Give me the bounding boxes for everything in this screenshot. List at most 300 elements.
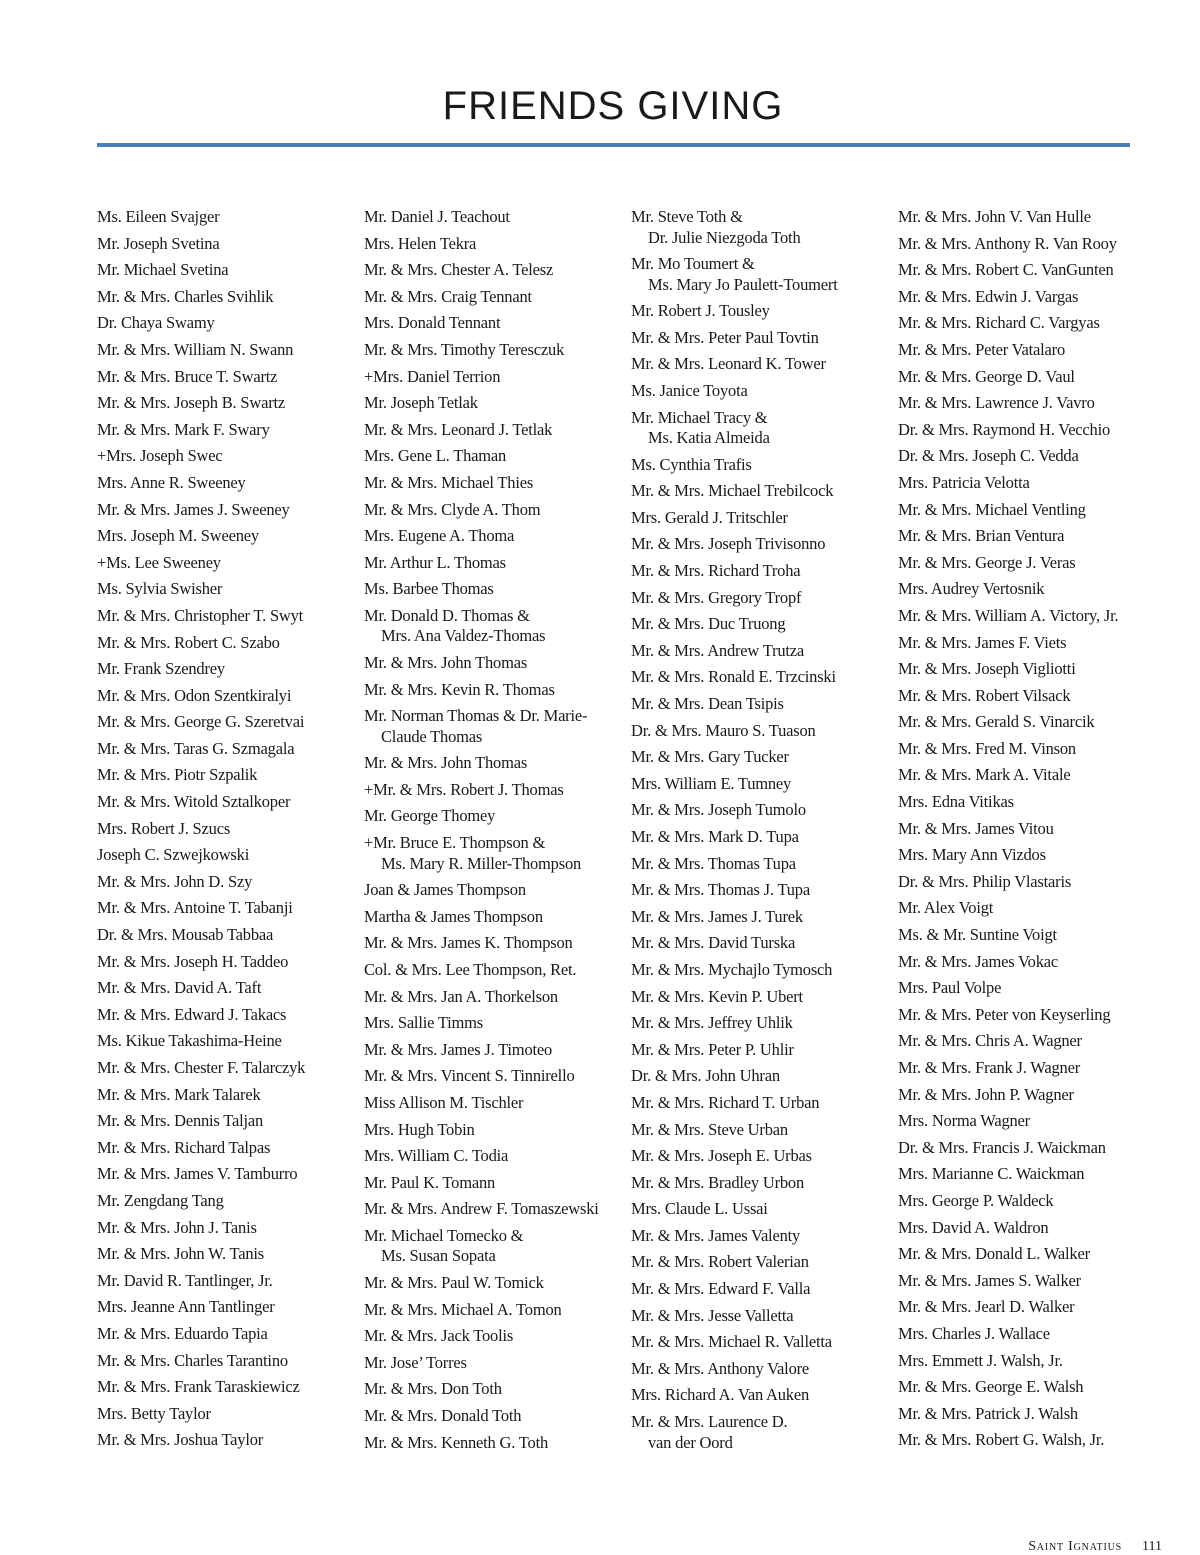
donor-name-line: Mr. & Mrs. Brian Ventura [898,526,1065,546]
donor-name [97,1191,359,1212]
donor-name-line: Mr. & Mrs. Kevin R. Thomas [364,679,555,699]
donor-name [631,1279,893,1300]
donor-name [97,1111,359,1132]
donor-name [898,1351,1160,1372]
donor-name [364,880,626,901]
donor-name [898,1164,1160,1185]
donor-name-line: +Mrs. Joseph Swec [97,446,223,466]
donor-name [898,1271,1160,1292]
donor-name-line: Mr. & Mrs. Chester A. Telesz [364,260,554,280]
donor-name [631,301,893,322]
donor-column-1 [97,207,359,1457]
donor-name-line: Mr. & Mrs. Thomas Tupa [631,853,796,873]
title-divider [97,143,1130,147]
donor-name-line: Col. & Mrs. Lee Thompson, Ret. [364,959,577,979]
donor-name-line: Mr. & Mrs. Laurence D. [631,1412,788,1432]
donor-name [631,534,893,555]
donor-name [898,978,1160,999]
donor-name-line: Mr. & Mrs. Odon Szentkiralyi [97,685,292,705]
donor-name [898,340,1160,361]
donor-name-line: Mr. & Mrs. David Turska [631,933,796,953]
donor-name [631,561,893,582]
donor-name-line: Dr. & Mrs. Francis J. Waickman [898,1137,1106,1157]
donor-name [898,1404,1160,1425]
donor-name-line: Mr. Daniel J. Teachout [364,207,510,226]
donor-name [364,806,626,827]
donor-name-line: Mrs. Claude L. Ussai [631,1199,768,1219]
donor-name [364,287,626,308]
donor-name [898,765,1160,786]
donor-name-line: Mr. & Mrs. Jearl D. Walker [898,1297,1075,1317]
donor-name-line: Mr. & Mrs. Witold Sztalkoper [97,792,291,812]
donor-name [97,313,359,334]
donor-name [631,1332,893,1353]
donor-name-line: Mr. & Mrs. Leonard K. Tower [631,354,826,374]
donor-name [898,633,1160,654]
donor-name [97,1271,359,1292]
donor-name [364,1066,626,1087]
donor-name [631,1120,893,1141]
donor-name-line: Mr. Steve Toth & [631,207,743,226]
donor-name [631,328,893,349]
donor-name-line: Mr. Michael Tracy & [631,407,768,427]
donor-name-line: Mr. & Mrs. Joseph Trivisonno [631,534,826,554]
donor-name [364,680,626,701]
donor-name-continuation: Claude Thomas [381,726,483,746]
donor-name [364,1120,626,1141]
donor-name [898,367,1160,388]
donor-name-line: Dr. & Mrs. Joseph C. Vedda [898,446,1079,466]
donor-name-line: Mr. & Mrs. Richard T. Urban [631,1092,820,1112]
donor-name-continuation: van der Oord [648,1432,733,1452]
donor-name [898,1324,1160,1345]
donor-name-line: Ms. Kikue Takashima-Heine [97,1031,282,1051]
donor-name [97,1297,359,1318]
donor-name-line: +Ms. Lee Sweeney [97,552,221,572]
donor-name-line: Mr. & Mrs. Fred M. Vinson [898,738,1076,758]
donor-name-line: Mr. & Mrs. Michael Thies [364,472,534,492]
donor-name [898,393,1160,414]
donor-name [631,667,893,688]
donor-name-line: Mr. & Mrs. Jeffrey Uhlik [631,1013,793,1033]
donor-name [631,1385,893,1406]
donor-name [898,1085,1160,1106]
donor-name-line: Mrs. Eugene A. Thoma [364,526,515,546]
donor-name-line: Mr. & Mrs. Thomas J. Tupa [631,880,810,900]
donor-name-line: Ms. Sylvia Swisher [97,579,223,599]
donor-name-line: Mrs. William E. Tumney [631,773,792,793]
donor-name [898,234,1160,255]
donor-name [631,827,893,848]
donor-name-line: Mr. & Mrs. Jan A. Thorkelson [364,986,558,1006]
donor-name-line: Mr. & Mrs. Edward J. Takacs [97,1004,287,1024]
donor-name-line: Mrs. Norma Wagner [898,1111,1030,1131]
donor-name-line: Mrs. Gene L. Thaman [364,446,507,466]
donor-name [364,446,626,467]
donor-name-line: Mr. & Mrs. Craig Tennant [364,286,532,306]
donor-name [898,819,1160,840]
donor-name-line: Ms. Janice Toyota [631,380,748,400]
donor-name [364,526,626,547]
donor-name-line: Mr. & Mrs. Richard C. Vargyas [898,313,1100,333]
donor-name [364,1273,626,1294]
donor-name [631,1252,893,1273]
donor-name-line: Mr. & Mrs. John Thomas [364,753,528,773]
donor-name-line: Mrs. Audrey Vertosnik [898,579,1045,599]
donor-name-line: Mrs. Patricia Velotta [898,472,1030,492]
donor-name-line: Mr. & Mrs. Anthony R. Van Rooy [898,233,1117,253]
donor-name [97,1430,359,1451]
donor-name [898,712,1160,733]
donor-name-line: Mr. & Mrs. Chris A. Wagner [898,1031,1082,1051]
donor-name-line: Mrs. David A. Waldron [898,1217,1049,1237]
donor-name [898,1377,1160,1398]
donor-name [898,1244,1160,1265]
donor-name-line: Mr. & Mrs. John W. Tanis [97,1244,265,1264]
donor-name [364,340,626,361]
donor-name-line: Mr. & Mrs. John P. Wagner [898,1084,1074,1104]
donor-name-line: Dr. & Mrs. Mousab Tabbaa [97,925,274,945]
donor-column-2 [364,207,626,1459]
donor-name [898,1111,1160,1132]
donor-name-line: Mr. Zengdang Tang [97,1190,224,1210]
donor-name-line: Mr. & Mrs. Frank J. Wagner [898,1058,1080,1077]
donor-name-line: Mr. & Mrs. Piotr Szpalik [97,765,258,785]
donor-name-line: Mrs. William C. Todia [364,1146,509,1166]
donor-name [97,1138,359,1159]
donor-name [631,721,893,742]
donor-name [364,420,626,441]
donor-name [97,553,359,574]
donor-name [364,1093,626,1114]
donor-name [364,1146,626,1167]
donor-name [97,765,359,786]
donor-name-line: Miss Allison M. Tischler [364,1092,524,1112]
donor-name [364,1379,626,1400]
donor-name-line: Ms. Barbee Thomas [364,579,494,599]
donor-name [97,792,359,813]
footer-publication: Saint Ignatius [1028,1539,1123,1554]
donor-name-line: Mrs. Edna Vitikas [898,792,1014,812]
donor-name [631,694,893,715]
donor-name [898,473,1160,494]
donor-name-line: Mr. & Mrs. John Thomas [364,653,528,672]
donor-name [898,446,1160,467]
donor-name [97,526,359,547]
donor-name [364,553,626,574]
donor-name [631,1199,893,1220]
donor-name [631,614,893,635]
donor-name-line: Mr. & Mrs. Robert Vilsack [898,685,1071,705]
donor-name-line: Mr. & Mrs. James J. Sweeney [97,499,290,519]
donor-name-line: Mr. & Mrs. George E. Walsh [898,1377,1084,1397]
donor-name [97,1377,359,1398]
donor-name [631,354,893,375]
donor-name [898,526,1160,547]
donor-name [97,898,359,919]
donor-name-line: Mr. & Mrs. Michael Trebilcock [631,481,834,501]
donor-name [898,1031,1160,1052]
donor-name-line: Mr. & Mrs. Anthony Valore [631,1358,810,1378]
donor-name [364,260,626,281]
donor-name-line: Mr. Michael Svetina [97,260,229,280]
donor-name [631,854,893,875]
donor-name-line: Mrs. Helen Tekra [364,233,477,253]
donor-name [631,774,893,795]
donor-name-line: Mr. & Mrs. Robert Valerian [631,1252,809,1272]
donor-name [898,1218,1160,1239]
donor-name [97,1164,359,1185]
donor-name-line: +Mr. Bruce E. Thompson & [364,833,546,853]
donor-name-line: Mr. & Mrs. Peter Paul Tovtin [631,327,819,347]
donor-name-line: +Mr. & Mrs. Robert J. Thomas [364,779,564,799]
donor-name [97,606,359,627]
donor-name [97,393,359,414]
donor-name-line: Mrs. Hugh Tobin [364,1119,475,1139]
donor-name [364,606,626,647]
donor-name-line: Mr. & Mrs. Kenneth G. Toth [364,1432,549,1452]
donor-name-line: Mr. & Mrs. Joseph B. Swartz [97,393,286,413]
donor-name-line: Mr. & Mrs. Joseph H. Taddeo [97,951,289,971]
donor-name [364,207,626,228]
donor-name-line: Mr. & Mrs. Joshua Taylor [97,1430,264,1450]
donor-name-line: Mr. & Mrs. Gerald S. Vinarcik [898,712,1095,732]
donor-name [97,686,359,707]
donor-name-line: Dr. & Mrs. Philip Vlastaris [898,871,1072,891]
donor-name [97,287,359,308]
donor-name [364,1199,626,1220]
donor-name-line: Mr. Norman Thomas & Dr. Marie- [364,706,588,726]
donor-name-line: Mr. & Mrs. Michael Ventling [898,499,1086,519]
donor-name [97,579,359,600]
donor-name [631,408,893,449]
donor-name-line: Mr. & Mrs. Charles Svihlik [97,286,274,306]
donor-name [631,1359,893,1380]
donor-name-line: Mr. & Mrs. Steve Urban [631,1119,788,1139]
donor-name-line: Mr. & Mrs. Mark D. Tupa [631,826,799,846]
donor-name [631,455,893,476]
donor-name [97,1031,359,1052]
donor-name [364,367,626,388]
donor-name [898,739,1160,760]
donor-name [631,508,893,529]
donor-name [97,819,359,840]
donor-name-line: Mrs. Joseph M. Sweeney [97,526,259,546]
donor-name [631,800,893,821]
donor-name-line: Mr. & Mrs. Chester F. Talarczyk [97,1058,306,1077]
donor-name-line: Mrs. Betty Taylor [97,1403,211,1423]
donor-name-line: +Mrs. Daniel Terrion [364,366,501,386]
donor-name [364,579,626,600]
page-number: 111 [1142,1539,1162,1554]
donor-name-line: Mr. & Mrs. Joseph Tumolo [631,800,806,820]
donor-name-line: Mrs. Paul Volpe [898,978,1002,998]
donor-name [898,287,1160,308]
donor-name [898,1058,1160,1079]
donor-name [898,606,1160,627]
donor-name-line: Mr. & Mrs. Timothy Teresczuk [364,339,565,359]
donor-name [898,260,1160,281]
donor-name [631,880,893,901]
donor-name-line: Mr. & Mrs. Jack Toolis [364,1326,514,1346]
donor-name [898,659,1160,680]
donor-name [364,987,626,1008]
donor-name-line: Mr. & Mrs. Donald Toth [364,1405,522,1425]
donor-name [631,960,893,981]
donor-name-line: Mr. & Mrs. Lawrence J. Vavro [898,393,1095,413]
donor-name [631,1093,893,1114]
donor-name [97,1324,359,1345]
donor-name-line: Mrs. Donald Tennant [364,313,501,333]
donor-name [631,207,893,248]
donor-name [898,1430,1160,1451]
donor-name [97,633,359,654]
donor-name [898,686,1160,707]
donor-name [97,367,359,388]
donor-name-line: Mr. & Mrs. Leonard J. Tetlak [364,419,553,439]
donor-name-line: Mr. & Mrs. James V. Tamburro [97,1164,298,1184]
donor-name-line: Mrs. Marianne C. Waickman [898,1164,1085,1184]
donor-name [364,1326,626,1347]
donor-name-line: Mr. & Mrs. George G. Szeretvai [97,712,305,732]
donor-name-continuation: Mrs. Ana Valdez-Thomas [381,626,546,646]
donor-name [364,1173,626,1194]
donor-name [97,845,359,866]
donor-name [364,706,626,747]
donor-name [631,1040,893,1061]
donor-name [898,845,1160,866]
donor-name-line: Mr. & Mrs. Dennis Taljan [97,1111,264,1131]
donor-name-line: Mr. & Mrs. James J. Turek [631,906,803,926]
donor-name-line: Mr. & Mrs. Don Toth [364,1379,502,1399]
donor-name [631,381,893,402]
donor-name-line: Dr. & Mrs. Mauro S. Tuason [631,720,816,740]
donor-name-line: Mr. & Mrs. Mark F. Swary [97,419,270,439]
donor-name-continuation: Ms. Mary Jo Paulett-Toumert [648,274,838,294]
donor-name [97,340,359,361]
donor-name-continuation: Ms. Susan Sopata [381,1246,496,1266]
donor-name [898,1138,1160,1159]
donor-name-line: Ms. Eileen Svajger [97,207,220,226]
donor-name [631,933,893,954]
donor-name [631,481,893,502]
donor-name-line: Mr. & Mrs. James K. Thompson [364,933,573,953]
donor-name-line: Mr. & Mrs. Peter von Keyserling [898,1004,1111,1024]
donor-name-line: Mrs. George P. Waldeck [898,1190,1054,1210]
donor-name [364,473,626,494]
donor-name [898,1005,1160,1026]
donor-name [364,1226,626,1267]
donor-name-line: Mr. & Mrs. George J. Veras [898,552,1076,572]
donor-name [898,579,1160,600]
donor-name-line: Mr. & Mrs. Michael R. Valletta [631,1332,832,1352]
donor-name-line: Mr. Joseph Tetlak [364,393,478,413]
donor-name [631,1412,893,1453]
donor-name [97,872,359,893]
donor-name-line: Mr. Arthur L. Thomas [364,552,506,572]
donor-name-line: Mr. & Mrs. Ronald E. Trzcinski [631,667,836,687]
donor-name-line: Mrs. Jeanne Ann Tantlinger [97,1297,275,1317]
donor-name-line: Mrs. Emmett J. Walsh, Jr. [898,1350,1063,1370]
donor-name-line: Mr. & Mrs. John J. Tanis [97,1217,257,1237]
donor-name-line: Mr. & Mrs. James F. Viets [898,632,1067,652]
donor-name-line: Mr. & Mrs. Richard Troha [631,561,801,581]
donor-name-line: Mr. & Mrs. Bradley Urbon [631,1172,805,1192]
donor-name [898,313,1160,334]
donor-name-line: Mr. & Mrs. Charles Tarantino [97,1350,288,1370]
donor-name [97,978,359,999]
donor-name-line: Mr. Jose’ Torres [364,1352,467,1372]
donor-name [364,833,626,874]
donor-name [631,588,893,609]
donor-name-line: Mr. George Thomey [364,806,496,826]
donor-name [97,234,359,255]
donor-name-line: Mr. & Mrs. Mychajlo Tymosch [631,959,833,979]
donor-name [898,553,1160,574]
donor-column-3 [631,207,893,1459]
donor-name [364,500,626,521]
donor-name-line: Mr. & Mrs. James Vitou [898,818,1054,838]
donor-name [631,1013,893,1034]
donor-name-line: Ms. & Mr. Suntine Voigt [898,925,1057,945]
donor-name [97,1244,359,1265]
donor-name [898,500,1160,521]
donor-name-line: Mr. & Mrs. John D. Szy [97,871,253,891]
donor-name [364,933,626,954]
donor-name-line: Mrs. Charles J. Wallace [898,1323,1050,1343]
donor-name-line: Dr. & Mrs. Raymond H. Vecchio [898,419,1111,439]
donor-name-line: Mrs. Gerald J. Tritschler [631,507,788,527]
donor-name [631,1066,893,1087]
donor-name-line: Joseph C. Szwejkowski [97,845,250,865]
donor-name [364,1406,626,1427]
donor-name-line: Mr. & Mrs. Donald L. Walker [898,1244,1090,1264]
donor-name [631,1226,893,1247]
donor-name [97,925,359,946]
donor-name-line: Mr. & Mrs. Gregory Tropf [631,587,802,607]
donor-name-line: Mr. & Mrs. David A. Taft [97,978,262,998]
donor-name-line: Mr. & Mrs. Frank Taraskiewicz [97,1377,300,1397]
donor-name [97,420,359,441]
donor-name [364,1300,626,1321]
donor-name-line: Mrs. Sallie Timms [364,1013,484,1033]
donor-name [364,393,626,414]
donor-name-line: Joan & James Thompson [364,880,526,900]
donor-name-line: Mr. Robert J. Tousley [631,301,770,321]
donor-name [364,960,626,981]
donor-name [898,1191,1160,1212]
donor-name [97,446,359,467]
donor-name [364,1040,626,1061]
donor-name [631,747,893,768]
donor-name-continuation: Ms. Mary R. Miller-Thompson [381,853,582,873]
donor-name-line: Mr. & Mrs. Robert C. VanGunten [898,260,1114,280]
donor-name [631,987,893,1008]
donor-name-line: Ms. Cynthia Trafis [631,454,752,474]
donor-name [364,653,626,674]
donor-name [898,872,1160,893]
donor-name-line: Mr. & Mrs. Robert C. Szabo [97,632,280,652]
donor-name [898,420,1160,441]
donor-name-line: Dr. Chaya Swamy [97,313,215,333]
donor-name-line: Mr. & Mrs. Taras G. Szmagala [97,738,295,758]
donor-name [97,1351,359,1372]
donor-name-line: Mr. & Mrs. Edwin J. Vargas [898,286,1079,306]
donor-name [97,739,359,760]
donor-name-line: Mr. & Mrs. Eduardo Tapia [97,1323,268,1343]
donor-name-line: Mr. & Mrs. Richard Talpas [97,1137,271,1157]
donor-name-line: Mr. & Mrs. Peter P. Uhlir [631,1039,794,1059]
